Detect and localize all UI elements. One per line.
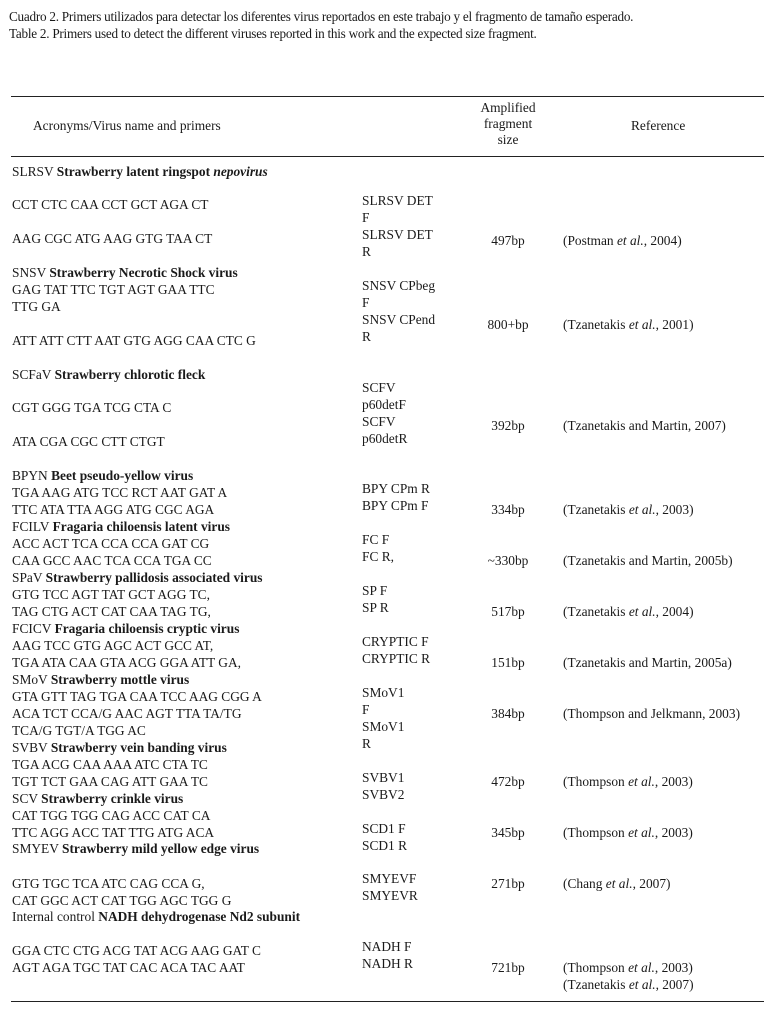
primer-name: SNSV CPend [362, 312, 436, 327]
table-header-rule [11, 156, 764, 157]
primer-name: p60detR [362, 431, 408, 446]
primer-name: NADH F [362, 939, 412, 954]
header-amplified-size: Amplified fragment size [480, 100, 536, 147]
primer-sequence: CCT CTC CAA CCT GCT AGA CT [12, 197, 209, 212]
reference: (Tzanetakis et al., 2007) [563, 977, 694, 992]
row-title-scfav: SCFaV Strawberry chlorotic fleck [12, 367, 206, 382]
row-title-fcicv: FCICV Fragaria chiloensis cryptic virus [12, 621, 240, 636]
primer-name: F [362, 210, 370, 225]
primer-name: BPY CPm R [362, 481, 430, 496]
table-bottom-rule [11, 1001, 764, 1002]
primer-sequence: GTG TGC TCA ATC CAG CCA G, [12, 876, 205, 891]
primer-name: SNSV CPbeg [362, 278, 436, 293]
primer-sequence: ATA CGA CGC CTT CTGT [12, 434, 165, 449]
primer-sequence: CAA GCC AAC TCA CCA TGA CC [12, 553, 212, 568]
fragment-size: 151bp [491, 655, 525, 670]
primer-name: R [362, 736, 371, 751]
primer-sequence: ACA TCT CCA/G AAC AGT TTA TA/TG [12, 706, 242, 721]
primer-name: SMoV1 [362, 719, 405, 734]
primer-sequence: TGT TCT GAA CAG ATT GAA TC [12, 774, 208, 789]
primer-name: NADH R [362, 956, 413, 971]
primer-sequence: ATT ATT CTT AAT GTG AGG CAA CTC G [12, 333, 256, 348]
primer-name: SVBV1 [362, 770, 405, 785]
primer-sequence: AAG TCC GTG AGC ACT GCC AT, [12, 638, 214, 653]
primer-sequence: TCA/G TGT/A TGG AC [12, 723, 146, 738]
reference: (Chang et al., 2007) [563, 876, 671, 891]
header-acronyms: Acronyms/Virus name and primers [33, 118, 221, 133]
reference: (Postman et al., 2004) [563, 233, 682, 248]
caption-spanish: Cuadro 2. Primers utilizados para detectar los diferentes virus reportados en este trabajo y el fragmento de tamaño esperado. [9, 9, 634, 24]
primer-sequence: TGA ACG CAA AAA ATC CTA TC [12, 757, 208, 772]
primer-name: F [362, 295, 370, 310]
reference: (Thompson et al., 2003) [563, 825, 693, 840]
primer-name: SMYEVR [362, 888, 418, 903]
reference: (Tzanetakis et al., 2004) [563, 604, 694, 619]
primer-sequence: GGA CTC CTG ACG TAT ACG AAG GAT C [12, 943, 261, 958]
primer-name: SP F [362, 583, 388, 598]
primer-name: FC R, [362, 549, 395, 564]
header-reference: Reference [631, 118, 686, 133]
row-title-bpyn: BPYN Beet pseudo-yellow virus [12, 468, 194, 483]
fragment-size: 384bp [491, 706, 525, 721]
reference: (Tzanetakis and Martin, 2005b) [563, 553, 733, 568]
row-title-svbv: SVBV Strawberry vein banding virus [12, 740, 227, 755]
reference: (Tzanetakis and Martin, 2005a) [563, 655, 732, 670]
caption-english: Table 2. Primers used to detect the different viruses reported in this work and the expected size fragment. [9, 26, 537, 41]
table-caption [9, 8, 633, 42]
reference: (Thompson and Jelkmann, 2003) [563, 706, 741, 721]
fragment-size: 497bp [491, 233, 525, 248]
row-title-fcilv: FCILV Fragaria chiloensis latent virus [12, 519, 230, 534]
fragment-size: 517bp [491, 604, 525, 619]
primer-sequence: CAT GGC ACT CAT TGG AGC TGG G [12, 893, 232, 908]
reference: (Thompson et al., 2003) [563, 960, 693, 975]
primer-sequence: AAG CGC ATG AAG GTG TAA CT [12, 231, 213, 246]
primer-sequence: ACC ACT TCA CCA CCA GAT CG [12, 536, 210, 551]
row-title-smyev: SMYEV Strawberry mild yellow edge virus [12, 841, 260, 856]
primer-sequence: TTG GA [12, 299, 61, 314]
primer-name: p60detF [362, 397, 406, 412]
primer-name: CRYPTIC R [362, 651, 431, 666]
reference: (Tzanetakis et al., 2003) [563, 502, 694, 517]
row-title-scv: SCV Strawberry crinkle virus [12, 791, 184, 806]
primer-name: SCD1 R [362, 838, 408, 853]
primer-sequence: GTG TCC AGT TAT GCT AGG TC, [12, 587, 210, 602]
primer-sequence: GAG TAT TTC TGT AGT GAA TTC [12, 282, 215, 297]
primer-name: R [362, 244, 371, 259]
row-title-slrsv: SLRSV Strawberry latent ringspot nepovirus [12, 164, 268, 179]
fragment-size: 721bp [491, 960, 525, 975]
fragment-size: ~330bp [487, 553, 529, 568]
reference: (Tzanetakis et al., 2001) [563, 317, 694, 332]
row-title-spav: SPaV Strawberry pallidosis associated virus [12, 570, 263, 585]
reference: (Tzanetakis and Martin, 2007) [563, 418, 726, 433]
primer-name: FC F [362, 532, 390, 547]
primer-name: SP R [362, 600, 389, 615]
primer-name: BPY CPm F [362, 498, 429, 513]
primer-sequence: TGA AAG ATG TCC RCT AAT GAT A [12, 485, 228, 500]
fragment-size: 334bp [491, 502, 525, 517]
fragment-size: 392bp [491, 418, 525, 433]
fragment-size: 345bp [491, 825, 525, 840]
primer-sequence: CGT GGG TGA TCG CTA C [12, 400, 172, 415]
primer-name: SMYEVF [362, 871, 417, 886]
primer-name: SCFV [362, 380, 396, 395]
row-title-nadh: Internal control NADH dehydrogenase Nd2 subunit [12, 909, 301, 924]
fragment-size: 472bp [491, 774, 525, 789]
row-title-snsv: SNSV Strawberry Necrotic Shock virus [12, 265, 238, 280]
primer-sequence: TAG CTG ACT CAT CAA TAG TG, [12, 604, 211, 619]
primer-sequence: TGA ATA CAA GTA ACG GGA ATT GA, [12, 655, 241, 670]
primer-name: SLRSV DET [362, 227, 433, 242]
primer-name: SVBV2 [362, 787, 405, 802]
primer-name: CRYPTIC F [362, 634, 429, 649]
primer-name: SLRSV DET [362, 193, 433, 208]
primer-name: SCFV [362, 414, 396, 429]
primer-sequence: CAT TGG TGG CAG ACC CAT CA [12, 808, 211, 823]
primer-sequence: AGT AGA TGC TAT CAC ACA TAC AAT [12, 960, 245, 975]
row-title-smov: SMoV Strawberry mottle virus [12, 672, 190, 687]
primer-name: SMoV1 [362, 685, 405, 700]
fragment-size: 800+bp [487, 317, 529, 332]
primer-sequence: TTC AGG ACC TAT TTG ATG ACA [12, 825, 215, 840]
primer-sequence: GTA GTT TAG TGA CAA TCC AAG CGG A [12, 689, 262, 704]
primer-name: R [362, 329, 371, 344]
primer-name: SCD1 F [362, 821, 406, 836]
primer-name: F [362, 702, 370, 717]
primer-sequence: TTC ATA TTA AGG ATG CGC AGA [12, 502, 215, 517]
fragment-size: 271bp [491, 876, 525, 891]
reference: (Thompson et al., 2003) [563, 774, 693, 789]
table-top-rule [11, 96, 764, 97]
